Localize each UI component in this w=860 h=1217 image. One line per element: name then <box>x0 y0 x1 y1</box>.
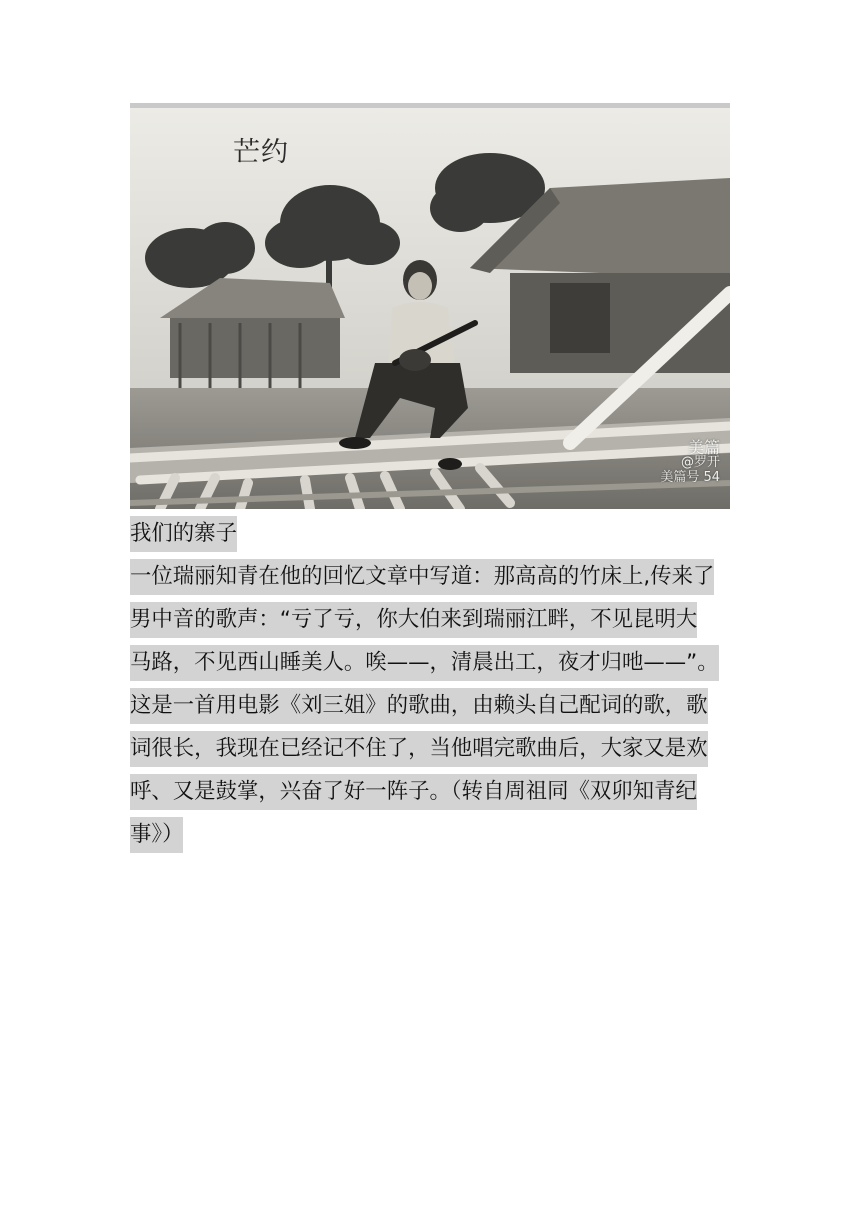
paragraph-line <box>130 774 750 810</box>
watermark-user: @罗开 <box>680 455 720 470</box>
paragraph-line-text: 事》） <box>130 817 183 853</box>
paragraph-line <box>130 688 750 724</box>
paragraph-line <box>130 602 750 638</box>
watermark-brand: 美篇 <box>687 438 720 457</box>
paragraph-line-text: 呼、又是鼓掌，兴奋了好一阵子。（转自周祖同《双卯知青纪 <box>130 774 697 810</box>
paragraph-line-text: 词很长，我现在已经记不住了，当他唱完歌曲后，大家又是欢 <box>130 731 708 767</box>
paragraph-line <box>130 559 750 595</box>
photo-scene <box>130 108 730 509</box>
paragraph-line-text: 这是一首用电影《刘三姐》的歌曲，由赖头自己配词的歌，歌 <box>130 688 708 724</box>
article-text <box>130 516 750 860</box>
meipian-watermark <box>660 440 720 485</box>
paragraph-line-text: 马路，不见西山睡美人。唉——，清晨出工，夜才归吔——”。 <box>130 645 719 681</box>
paragraph-line <box>130 817 750 853</box>
section-heading: 我们的寨子 <box>130 516 237 552</box>
paragraph-line <box>130 645 750 681</box>
village-photo <box>130 103 730 509</box>
photo-caption: 芒约 <box>233 137 289 168</box>
paragraph-line <box>130 731 750 767</box>
paragraph-line-text: 男中音的歌声：“亏了亏，你大伯来到瑞丽江畔，不见昆明大 <box>130 602 697 638</box>
paragraph-line-text: 一位瑞丽知青在他的回忆文章中写道：那高高的竹床上,传来了 <box>130 559 714 595</box>
watermark-id: 美篇号 54 <box>660 470 720 485</box>
heading-line <box>130 516 750 552</box>
